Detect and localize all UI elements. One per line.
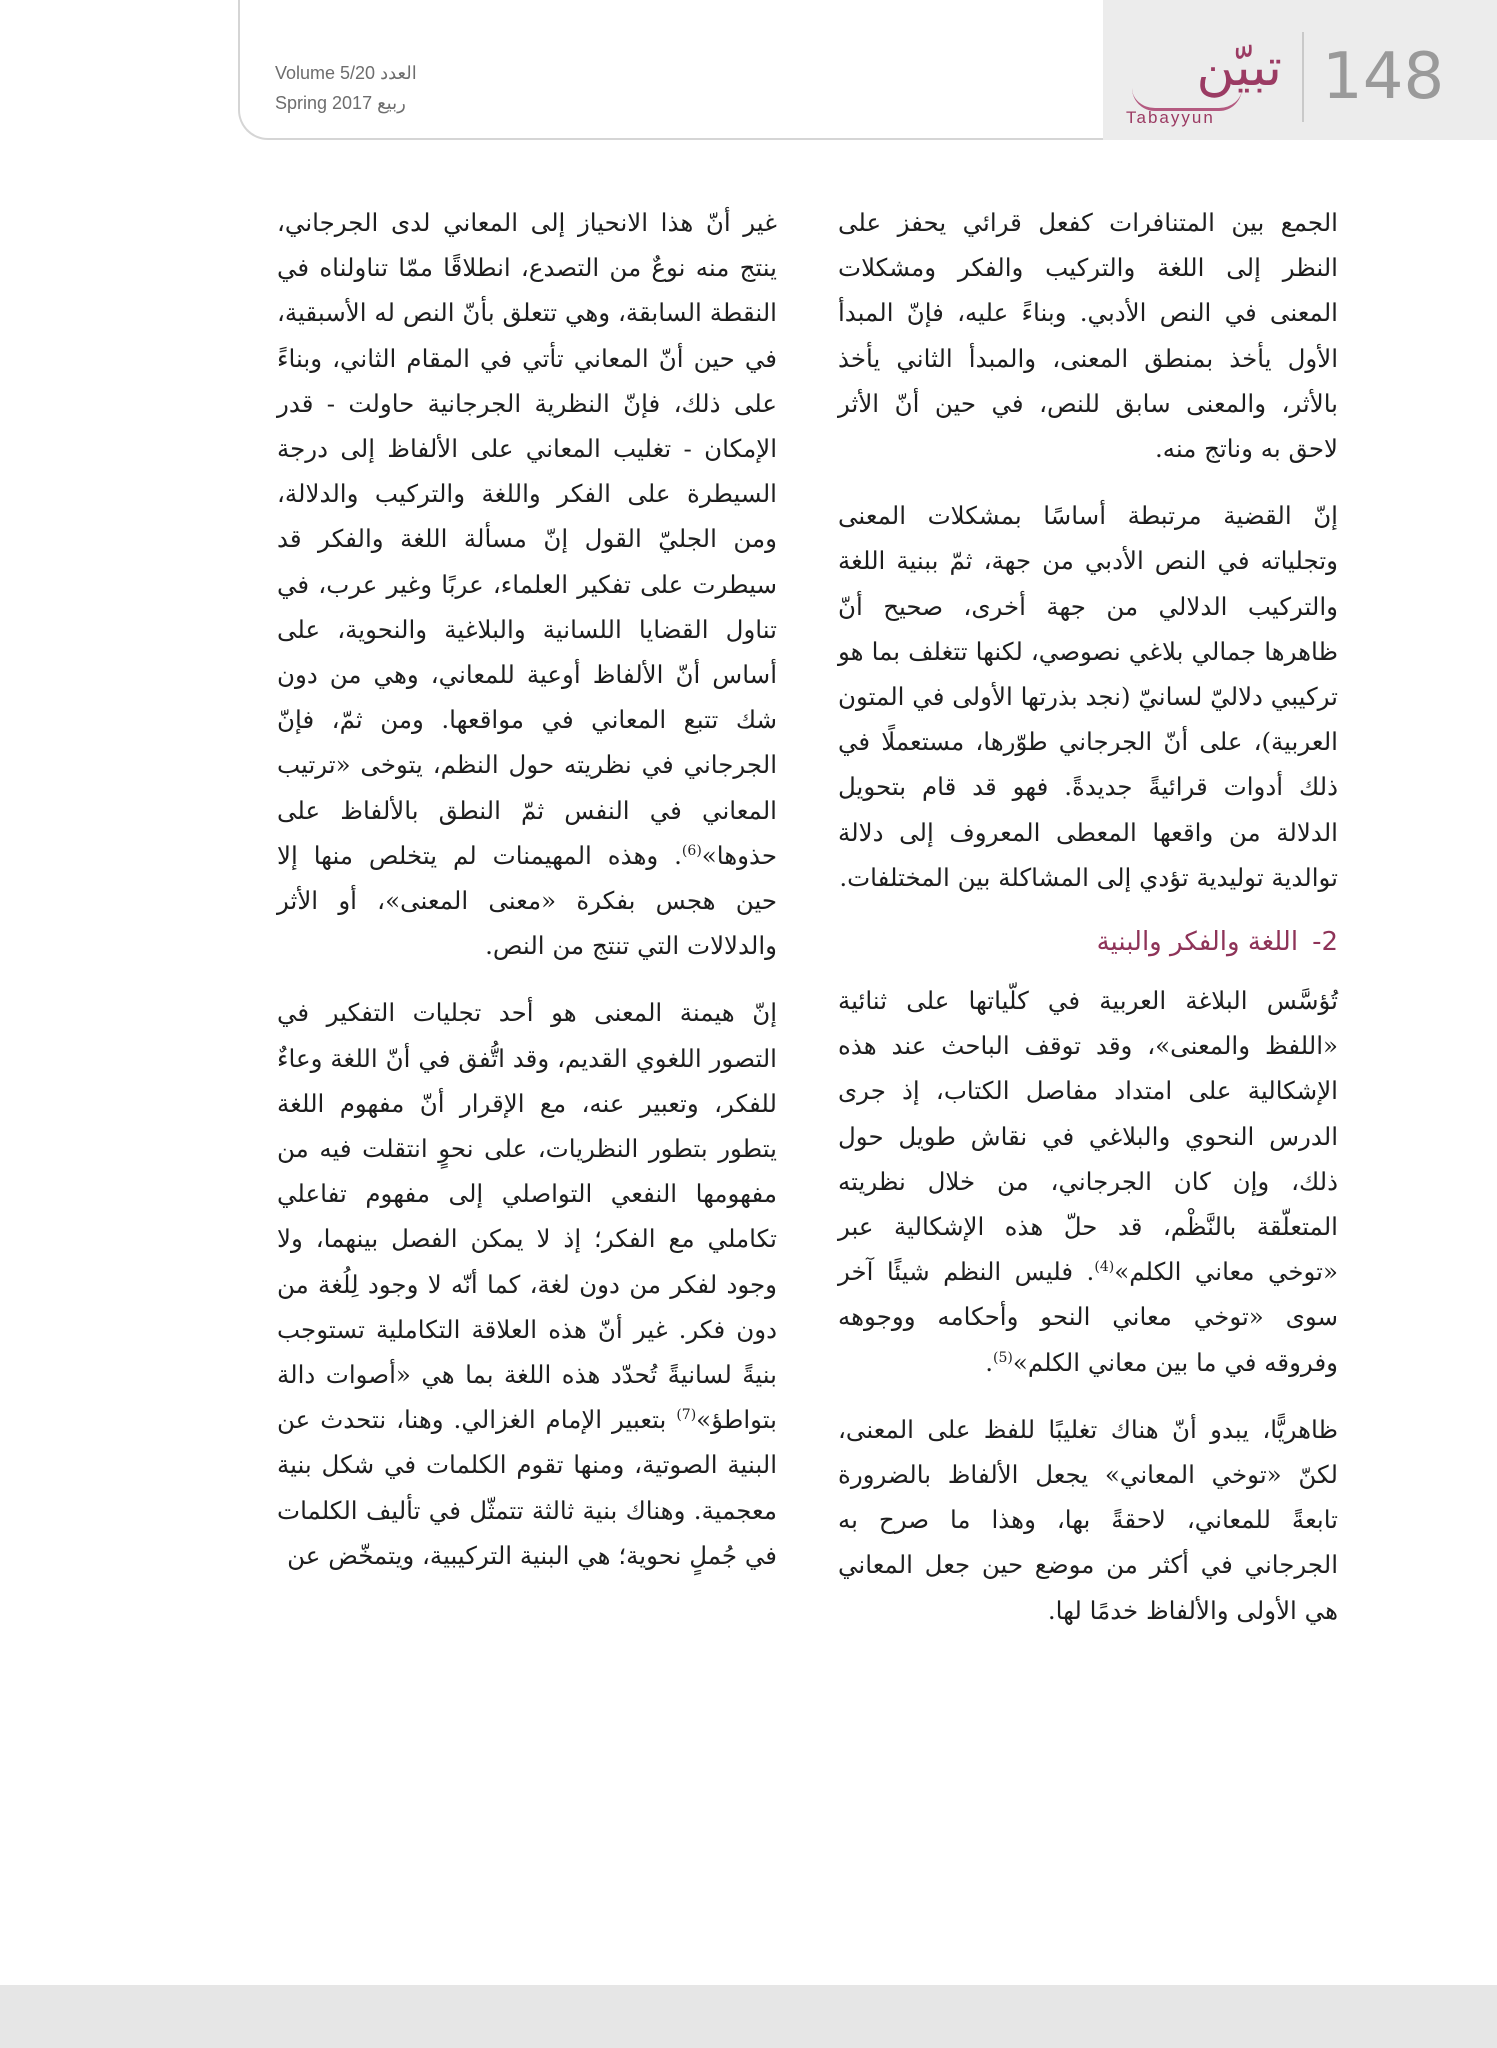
footnote-ref: (7) (676, 1407, 697, 1424)
footnote-ref: (6) (681, 842, 702, 859)
footnote-ref: (5) (993, 1349, 1013, 1366)
page-number: 148 (1302, 32, 1497, 122)
paragraph-text: . فليس النظم شيئًا آخر سوى «توخي معاني النحو وأحكامه ووجوهه وفروقه في ما بين معاني الكلم» (838, 1257, 1338, 1377)
journal-logo (1118, 38, 1288, 133)
paragraph-text: تُؤسَّس البلاغة العربية في كلّياتها على ثنائية «اللفظ والمعنى»، وقد توقف الباحث عند هذه الإشكالية على امتداد مفاصل الكتاب، إذ جرى الدرس النحوي والبلاغي في نقاش طويل حول ذلك، وإن كان الجرجاني، من خلال نظريته المتعلّقة بالنَّظْم، قد حلّ هذه الإشكالية عبر «توخي معاني الكلم» (838, 986, 1338, 1287)
section-title: اللغة والفكر والبنية (1096, 927, 1299, 958)
section-heading (838, 922, 1338, 962)
logo-arabic-text: تبيّن (1196, 38, 1282, 98)
paragraph-text: . (985, 1347, 994, 1377)
left-column (277, 200, 777, 1600)
footer-band (0, 1985, 1497, 2048)
section-number: 2- (1312, 927, 1338, 958)
paragraph: الجمع بين المتنافرات كفعل قرائي يحفز على النظر إلى اللغة والتركيب والفكر ومشكلات المعنى في النص الأدبي. وبناءً عليه، فإنّ المبدأ الأول يأخذ بمنطق المعنى، والمبدأ الثاني يأخذ بالأثر، والمعنى سابق للنص، في حين أنّ الأثر لاحق به وناتج منه. (838, 208, 1338, 464)
paragraph: ظاهريًّا، يبدو أنّ هناك تغليبًا للفظ على المعنى، لكنّ «توخي المعاني» يجعل الألفاظ بالضرورة تابعةً للمعاني، لاحقةً بها، وهذا ما صرح به الجرجاني في أكثر من موضع حين جعل المعاني هي الأولى والألفاظ خدمًا لها. (838, 1414, 1338, 1625)
paragraph: إنّ القضية مرتبطة أساسًا بمشكلات المعنى وتجلياته في النص الأدبي من جهة، ثمّ ببنية اللغة والتركيب الدلالي من جهة أخرى، صحيح أنّ ظاهرها جمالي بلاغي نصوصي، لكنها تتغلف بما هو تركيبي دلاليّ لسانيّ (نجد بذرتها الأولى في المتون العربية)، على أنّ الجرجاني طوّرها، مستعملًا في ذلك أدوات قرائيةً جديدةً. فهو قد قام بتحويل الدلالة من واقعها المعطى المعروف إلى دلالة توالدية توليدية تؤدي إلى المشاكلة بين المختلفات. (838, 501, 1338, 892)
logo-latin-text: Tabayyun (1126, 108, 1215, 127)
paragraph (838, 978, 1338, 1385)
issue-info (275, 58, 475, 118)
paragraph-text: غير أنّ هذا الانحياز إلى المعاني لدى الجرجاني، ينتج منه نوعٌ من التصدع، انطلاقًا ممّا تناولناه في النقطة السابقة، وهي تتعلق بأنّ النص له الأسبقية، في حين أنّ المعاني تأتي في المقام الثاني، وبناءً على ذلك، فإنّ النظرية الجرجانية حاولت - قدر الإمكان - تغليب المعاني على الألفاظ إلى درجة السيطرة على الفكر واللغة والتركيب والدلالة، ومن الجليّ القول إنّ مسألة اللغة والفكر قد سيطرت على تفكير العلماء، عربًا وغير عرب، في تناول القضايا اللسانية والبلاغية والنحوية، على أساس أنّ الألفاظ أوعية للمعاني، وهي من دون شك تتبع المعاني في مواقعها. ومن ثمّ، فإنّ الجرجاني في نظريته حول النظم، يتوخى «ترتيب المعاني في النفس ثمّ النطق بالألفاظ على حذوها» (277, 208, 777, 870)
paragraph-text: بتعبير الإمام الغزالي. وهنا، نتحدث عن البنية الصوتية، ومنها تقوم الكلمات في شكل بنية معجمية. وهناك بنية ثالثة تتمثّل في تأليف الكلمات في جُملٍ نحوية؛ هي البنية التركيبية، ويتمخّض عن (277, 1405, 777, 1570)
volume-label: Volume 5/20 العدد (275, 63, 417, 83)
paragraph (277, 990, 777, 1578)
paragraph (277, 200, 777, 968)
paragraph-text: . وهذه المهيمنات لم يتخلص منها إلا حين هجس بفكرة «معنى المعنى»، أو الأثر والدلالات التي تنتج من النص. (277, 840, 777, 961)
right-column (838, 200, 1338, 1655)
season-label: Spring 2017 ربيع (275, 93, 406, 113)
footnote-ref: (4) (1094, 1259, 1115, 1276)
paragraph-text: إنّ هيمنة المعنى هو أحد تجليات التفكير في التصور اللغوي القديم، وقد اتُّفق في أنّ اللغة وعاءٌ للفكر، وتعبير عنه، مع الإقرار أنّ مفهوم اللغة يتطور بتطور النظريات، على نحوٍ انتقلت فيه من مفهومها النفعي التواصلي إلى مفهوم تفاعلي تكاملي مع الفكر؛ إذ لا يمكن الفصل بينهما، ولا وجود لفكر من دون لغة، كما أنّه لا وجود لِلُغة من دون فكر. غير أنّ هذه العلاقة التكاملية تستوجب بنيةً لسانيةً تُحدّد هذه اللغة بما هي «أصوات دالة بتواطؤ» (277, 998, 777, 1435)
